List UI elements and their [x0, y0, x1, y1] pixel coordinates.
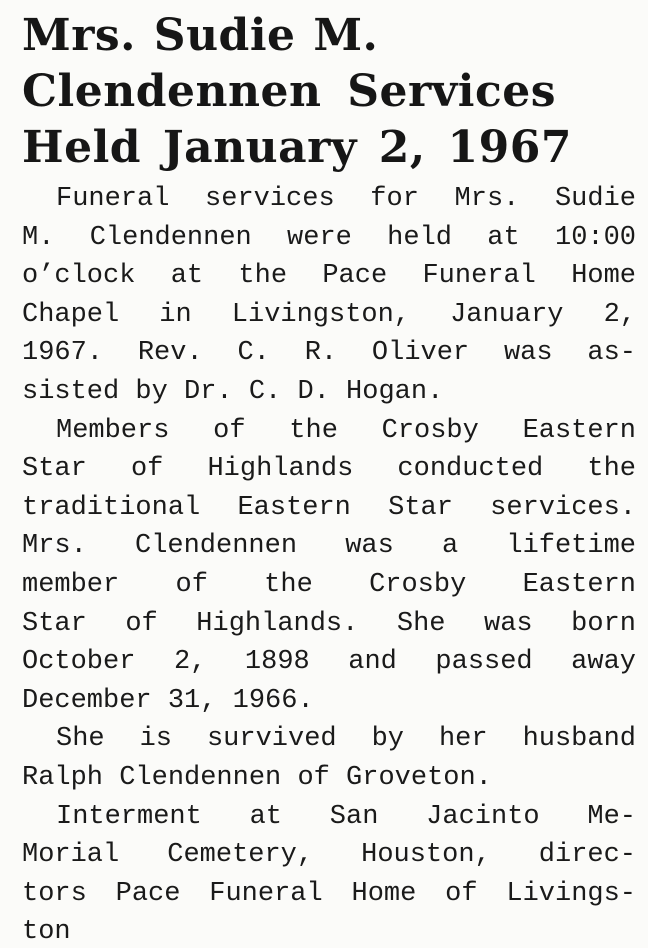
body-line: Interment at San Jacinto Me-: [56, 801, 636, 832]
paragraph-services: [22, 180, 638, 412]
body-line: Funeral services for Mrs. Sudie: [56, 184, 636, 214]
body-line: 1967. Rev. C. R. Oliver was as-: [22, 338, 636, 369]
body-line: member of the Crosby Eastern: [22, 569, 636, 600]
body-line: Star of Highlands conducted the: [22, 454, 636, 485]
body-line: o’clock at the Pace Funeral Home: [22, 261, 636, 292]
paragraph-survivors: [22, 720, 638, 797]
body-line: traditional Eastern Star services.: [22, 492, 636, 523]
body-line: October 2, 1898 and passed away: [22, 647, 636, 678]
headline-line-3: Held January 2, 1967: [22, 122, 572, 173]
body-line: She is survived by her husband: [56, 724, 636, 755]
body-line: ton: [22, 917, 71, 948]
headline-line-1: Mrs. Sudie M.: [22, 10, 379, 61]
body-line: Mrs. Clendennen was a lifetime: [22, 531, 636, 562]
body-line: M. Clendennen were held at 10:00: [22, 222, 636, 253]
body-line: Members of the Crosby Eastern: [56, 415, 636, 446]
body-line: Chapel in Livingston, January 2,: [22, 299, 636, 330]
body-line: tors Pace Funeral Home of Livings-: [22, 878, 636, 909]
body-line: Star of Highlands. She was born: [22, 608, 636, 639]
body-line: Ralph Clendennen of Groveton.: [22, 762, 492, 793]
headline: [22, 8, 638, 176]
paragraph-interment: [22, 798, 638, 952]
article-body: [22, 180, 638, 952]
body-line: Morial Cemetery, Houston, direc-: [22, 840, 636, 871]
headline-line-2: Clendennen Services: [22, 66, 557, 117]
body-line: December 31, 1966.: [22, 685, 314, 716]
body-line: sisted by Dr. C. D. Hogan.: [22, 376, 444, 407]
paragraph-eastern-star: [22, 412, 638, 721]
